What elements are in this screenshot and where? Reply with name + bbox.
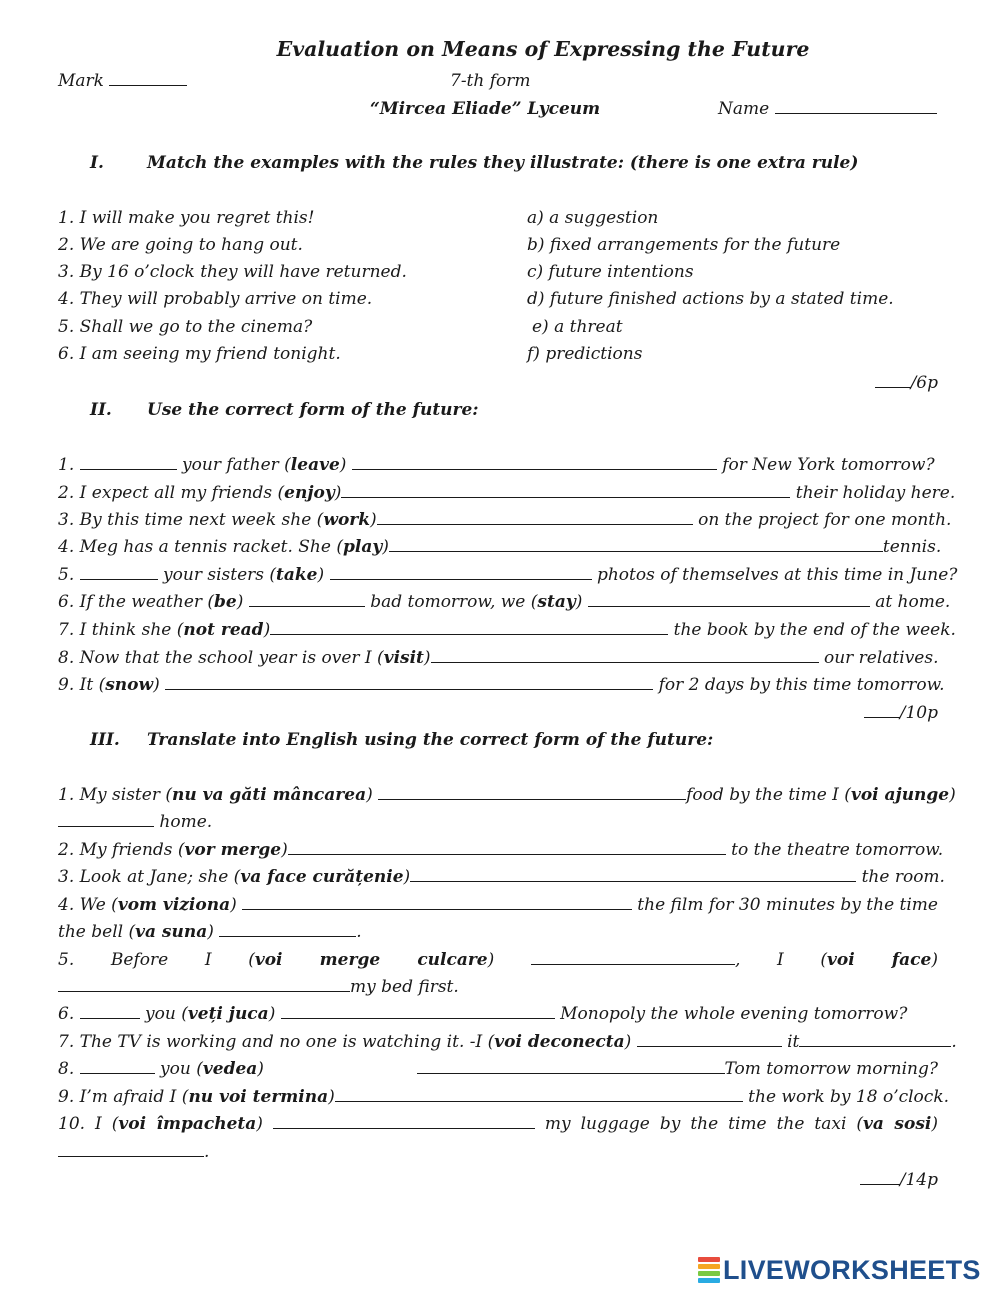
mark-label: Mark [58,71,104,91]
answer-blank[interactable] [80,565,158,580]
exercise-line: . [58,1141,938,1163]
score-field[interactable]: /10p [864,702,938,724]
answer-blank[interactable] [431,648,819,663]
answer-blank[interactable] [410,867,856,882]
school-name: “Mircea Eliade” Lyceum [370,99,601,119]
list-item: a) a suggestion [527,208,659,228]
exercise-line: 9. It (snow) for 2 days by this time tomorrow. [58,675,945,695]
answer-blank[interactable] [58,1142,204,1157]
answer-blank[interactable] [341,483,790,498]
answer-blank[interactable] [58,812,154,827]
answer-blank[interactable] [80,1059,155,1074]
exercise-line: 6. you (veți juca) Monopoly the whole evening tomorrow? [58,1004,908,1024]
exercise-line: 7. I think she (not read) the book by the end of the week. [58,620,956,640]
mark-field[interactable] [58,70,187,92]
list-item: d) future finished actions by a stated time. [527,289,894,309]
list-item: e) a threat [532,317,623,337]
exercise-line: 9. I’m afraid I (nu voi termina) the work by 18 o’clock. [58,1087,950,1107]
exercise-line: 5. your sisters (take) photos of themselves at this time in June? [58,565,958,585]
logo-text: LIVEWORKSHEETS [723,1254,981,1285]
answer-blank[interactable] [417,1059,725,1074]
answer-blank[interactable] [165,675,653,690]
name-field[interactable] [718,98,937,120]
answer-blank[interactable] [80,455,177,470]
logo-icon [698,1257,720,1283]
answer-blank[interactable] [80,1004,140,1019]
answer-blank[interactable] [378,785,686,800]
answer-blank[interactable] [588,592,870,607]
exercise-line: 4. We (vom viziona) the film for 30 minutes by the time [58,895,938,915]
answer-blank[interactable] [219,922,356,937]
answer-blank[interactable] [58,977,350,992]
answer-blank[interactable] [637,1032,782,1047]
liveworksheets-logo[interactable] [698,1255,981,1285]
section-heading-text: Use the correct form of the future: [147,400,479,420]
section-heading-text: Translate into English using the correct form of the future: [147,730,714,750]
answer-blank[interactable] [389,537,883,552]
exercise-line: the bell (va suna) . [58,922,362,942]
exercise-line: 6. If the weather (be) bad tomorrow, we (stay) at home. [58,592,951,612]
name-label: Name [718,99,770,119]
section-heading-text: Match the examples with the rules they illustrate: (there is one extra rule) [147,153,859,173]
exercise-line: 7. The TV is working and no one is watching it. -I (voi deconecta) it . [58,1032,957,1052]
exercise-line: 8. you (vedea) Tom tomorrow morning? [58,1059,938,1079]
list-item: 3. By 16 o’clock they will have returned. [58,262,407,282]
page-title: Evaluation on Means of Expressing the Future [276,37,810,61]
exercise-line: my bed first. [58,976,938,998]
list-item: f) predictions [527,344,643,364]
answer-blank[interactable] [242,895,632,910]
answer-blank[interactable] [531,950,735,965]
answer-blank[interactable] [281,1004,555,1019]
score-field[interactable]: /14p [860,1169,938,1191]
answer-blank[interactable] [273,1114,535,1129]
exercise-line: 8. Now that the school year is over I (visit) our relatives. [58,648,939,668]
exercise-line: 3. By this time next week she (work) on the project for one month. [58,510,952,530]
exercise-line: 2. I expect all my friends (enjoy) their holiday here. [58,483,956,503]
section-number: III. [90,730,120,750]
answer-blank[interactable] [270,620,668,635]
exercise-line: 4. Meg has a tennis racket. She (play) tennis. [58,537,942,557]
list-item: b) fixed arrangements for the future [527,235,841,255]
list-item: c) future intentions [527,262,694,282]
answer-blank[interactable] [330,565,592,580]
list-item: 1. I will make you regret this! [58,208,315,228]
answer-blank[interactable] [352,455,717,470]
answer-blank[interactable] [377,510,693,525]
list-item: 6. I am seeing my friend tonight. [58,344,341,364]
answer-blank[interactable] [249,592,365,607]
form-label: 7-th form [450,71,531,91]
list-item: 2. We are going to hang out. [58,235,303,255]
answer-blank[interactable] [799,1032,951,1047]
list-item: 5. Shall we go to the cinema? [58,317,313,337]
exercise-line: 5. Before I (voi merge culcare) , I (voi face) [58,950,938,970]
answer-blank[interactable] [288,840,726,855]
section-number: I. [90,153,104,173]
section-number: II. [90,400,112,420]
exercise-line: 2. My friends (vor merge) to the theatre tomorrow. [58,840,944,860]
answer-blank[interactable] [335,1087,743,1102]
exercise-line: 1. your father (leave) for New York tomorrow? [58,455,935,475]
exercise-line: 10. I (voi împacheta) my luggage by the time the taxi (va sosi) [58,1114,938,1134]
exercise-line: 1. My sister (nu va găti mâncarea) food by the time I (voi ajunge) [58,785,956,805]
exercise-line: 3. Look at Jane; she (va face curățenie) the room. [58,867,945,887]
list-item: 4. They will probably arrive on time. [58,289,373,309]
score-field[interactable]: /6p [875,372,938,394]
exercise-line: home. [58,811,938,833]
